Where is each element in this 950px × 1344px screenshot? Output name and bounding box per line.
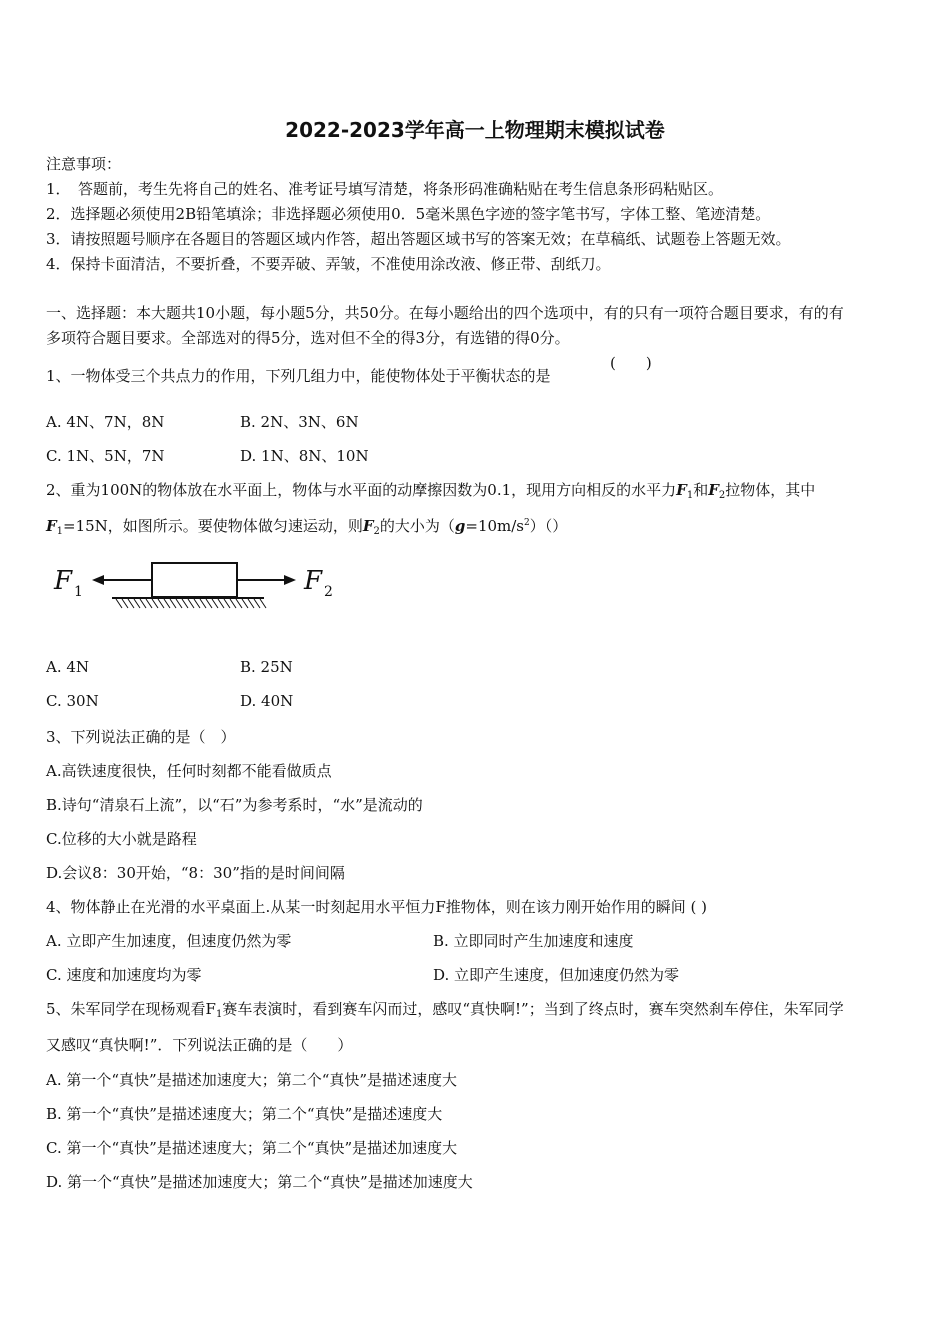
question-2-option-a: A. 4N — [46, 658, 90, 676]
block — [152, 563, 237, 597]
notice-item: 1． 答题前，考生先将自己的姓名、准考证号填写清楚，将条形码准确粘贴在考生信息条形码粘贴区。 — [46, 180, 724, 198]
question-5-option-d: D. 第一个“真快”是描述加速度大；第二个“真快”是描述加速度大 — [46, 1173, 473, 1191]
notice-item: 3．请按照题号顺序在各题目的答题区域内作答，超出答题区域书写的答案无效；在草稿纸、试题卷上答题无效。 — [46, 230, 791, 248]
ground-hatching — [116, 599, 266, 608]
question-3-option-d: D.会议8：30开始，“8：30”指的是时间间隔 — [46, 864, 345, 882]
question-5-option-c: C. 第一个“真快”是描述速度大；第二个“真快”是描述加速度大 — [46, 1139, 458, 1157]
f2-arrowhead-icon — [284, 575, 296, 585]
question-3-option-a: A.高铁速度很快，任何时刻都不能看做质点 — [46, 762, 332, 780]
f1-label: F — [54, 566, 73, 596]
question-2-stem: $F_1=15N$，如图所示。要使物体做匀速运动，则$F_2$的大小为$(g=10m/s^2)()$ — [46, 517, 568, 537]
question-4-stem: 4、物体静止在光滑的水平桌面上.从某一时刻起用水平恒力F推物体，则在该力刚开始作用的瞬间 ( ) — [46, 898, 707, 916]
f2-label: F — [304, 566, 323, 596]
question-5-stem: 5、朱军同学在现杨观看$F_1$赛车表演时，看到赛车闪而过，感叹“真快啊!”；当到了终点时，赛车突然刹车停住，朱军同学 — [46, 1000, 844, 1020]
question-4-option-c: C. 速度和加速度均为零 — [46, 966, 202, 984]
question-5-option-a: A. 第一个“真快”是描述加速度大；第二个“真快”是描述速度大 — [46, 1071, 458, 1089]
question-3-stem: 3、下列说法正确的是（ ） — [46, 728, 236, 746]
answer-blank: ( ) — [610, 354, 652, 372]
question-3-option-c: C.位移的大小就是路程 — [46, 830, 197, 848]
question-5-option-b: B. 第一个“真快”是描述速度大；第二个“真快”是描述速度大 — [46, 1105, 443, 1123]
question-2-option-d: D. 40N — [240, 692, 294, 710]
notice-item: 2．选择题必须使用2B铅笔填涂；非选择题必须使用0．5毫米黑色字迹的签字笔书写，字体工整、笔迹清楚。 — [46, 205, 771, 223]
question-2-option-c: C. 30N — [46, 692, 99, 710]
f1-subscript: 1 — [74, 584, 83, 600]
notice-item: 4．保持卡面清洁，不要折叠，不要弄破、弄皱，不准使用涂改液、修正带、刮纸刀。 — [46, 255, 611, 273]
question-4-option-b: B. 立即同时产生加速度和速度 — [433, 932, 634, 950]
notice-heading: 注意事项： — [46, 155, 122, 173]
page-title: 2022-2023学年高一上物理期末模拟试卷 — [285, 118, 665, 142]
section-intro: 一、选择题：本大题共10小题，每小题5分，共50分。在每小题给出的四个选项中，有的只有一项符合题目要求，有的有 — [46, 304, 844, 322]
question-4-option-d: D. 立即产生速度，但加速度仍然为零 — [433, 966, 680, 984]
question-1-option-d: D. 1N、8N、10N — [240, 447, 369, 465]
question-1-option-c: C. 1N、5N，7N — [46, 447, 165, 465]
question-4-option-a: A. 立即产生加速度，但速度仍然为零 — [46, 932, 292, 950]
question-2-stem: 2、重为100N的物体放在水平面上，物体与水平面的动摩擦因数为0.1，现用方向相反的水平力$F_1$和$F_2$拉物体，其中 — [46, 481, 816, 501]
force-diagram — [50, 556, 350, 616]
section-intro: 多项符合题目要求。全部选对的得5分，选对但不全的得3分，有选错的得0分。 — [46, 329, 570, 347]
question-1-stem: 1、一物体受三个共点力的作用，下列几组力中，能使物体处于平衡状态的是 — [46, 367, 551, 385]
question-1-option-b: B. 2N、3N、6N — [240, 413, 359, 431]
question-2-option-b: B. 25N — [240, 658, 293, 676]
question-5-stem: 又感叹“真快啊!”．下列说法正确的是（ ） — [46, 1036, 353, 1054]
question-3-option-b: B.诗句“清泉石上流”，以“石”为参考系时，“水”是流动的 — [46, 796, 423, 814]
f1-arrowhead-icon — [92, 575, 104, 585]
question-1-option-a: A. 4N、7N，8N — [46, 413, 165, 431]
f2-subscript: 2 — [324, 584, 333, 600]
